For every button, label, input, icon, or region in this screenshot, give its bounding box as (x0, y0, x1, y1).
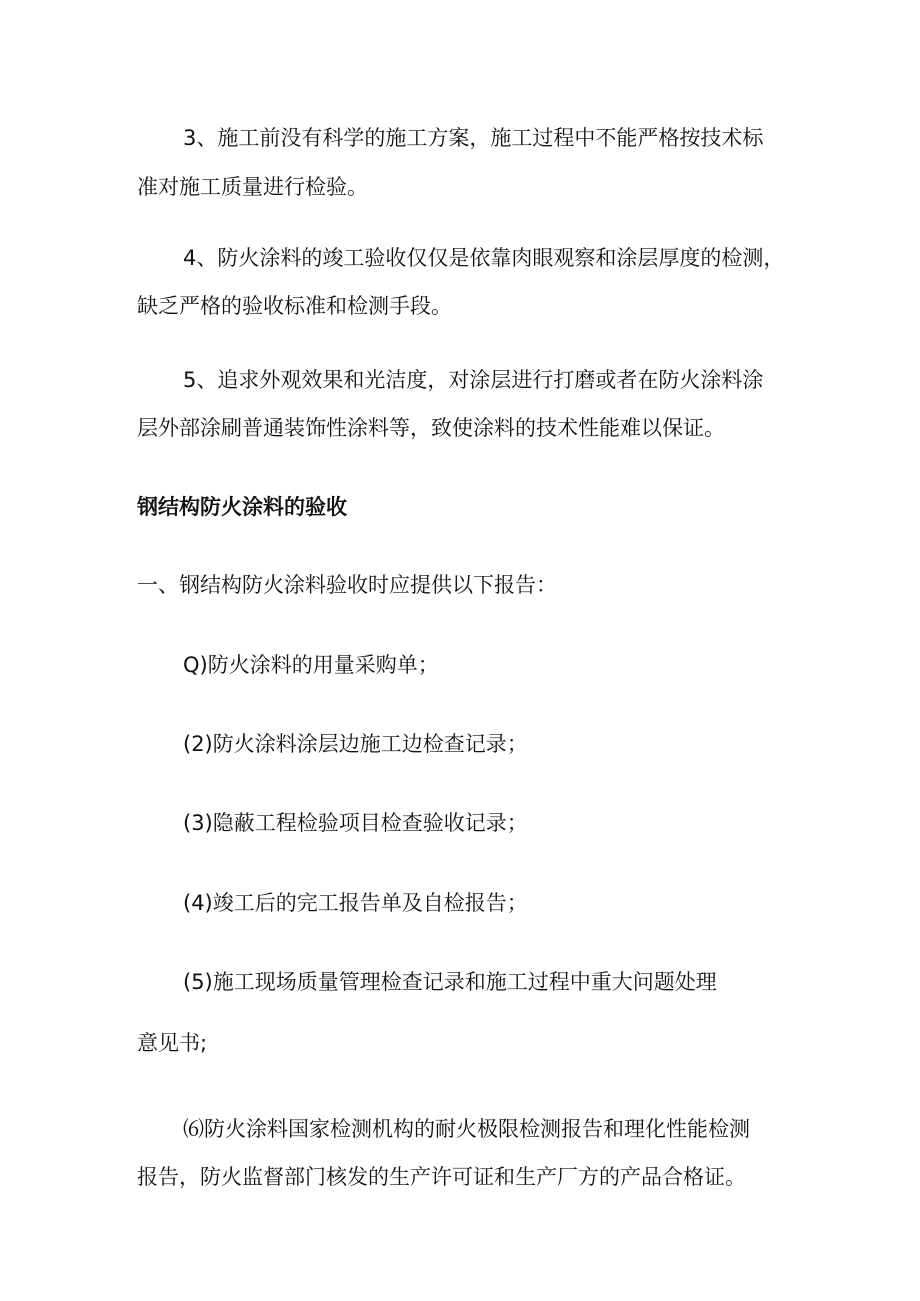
list-item-5-line-2: 意见书; (137, 1031, 208, 1055)
paragraph-4-line-1: 4、防火涂料的竣工验收仅仅是依靠肉眼观察和涂层厚度的检测， (183, 246, 785, 270)
paragraph-4-line-2: 缺乏严格的验收标准和检测手段。 (137, 294, 452, 318)
list-item-2: (2)防火涂料涂层边施工边检查记录； (183, 732, 528, 756)
section-title: 一、钢结构防火涂料验收时应提供以下报告： (137, 573, 557, 597)
paragraph-5-line-1: 5、追求外观效果和光洁度，对涂层进行打磨或者在防火涂料涂 (183, 368, 764, 392)
paragraph-5-line-2: 层外部涂刷普通装饰性涂料等，致使涂料的技术性能难以保证。 (137, 416, 725, 440)
list-item-3: (3)隐蔽工程检验项目检查验收记录； (183, 811, 528, 835)
list-item-6-line-2: 报告，防火监督部门核发的生产许可证和生产厂方的产品合格证。 (137, 1165, 746, 1189)
section-heading: 钢结构防火涂料的验收 (137, 495, 347, 519)
paragraph-3-line-1: 3、施工前没有科学的施工方案，施工过程中不能严格按技术标 (183, 126, 764, 150)
list-item-6-line-1: ⑹防火涂料国家检测机构的耐火极限检测报告和理化性能检测 (183, 1117, 750, 1141)
list-item-1: Q)防火涂料的用量采购单； (183, 653, 439, 677)
list-item-4: (4)竣工后的完工报告单及自检报告； (183, 891, 528, 915)
paragraph-3-line-2: 准对施工质量进行检验。 (137, 175, 368, 199)
list-item-5-line-1: (5)施工现场质量管理检查记录和施工过程中重大问题处理 (183, 970, 717, 994)
